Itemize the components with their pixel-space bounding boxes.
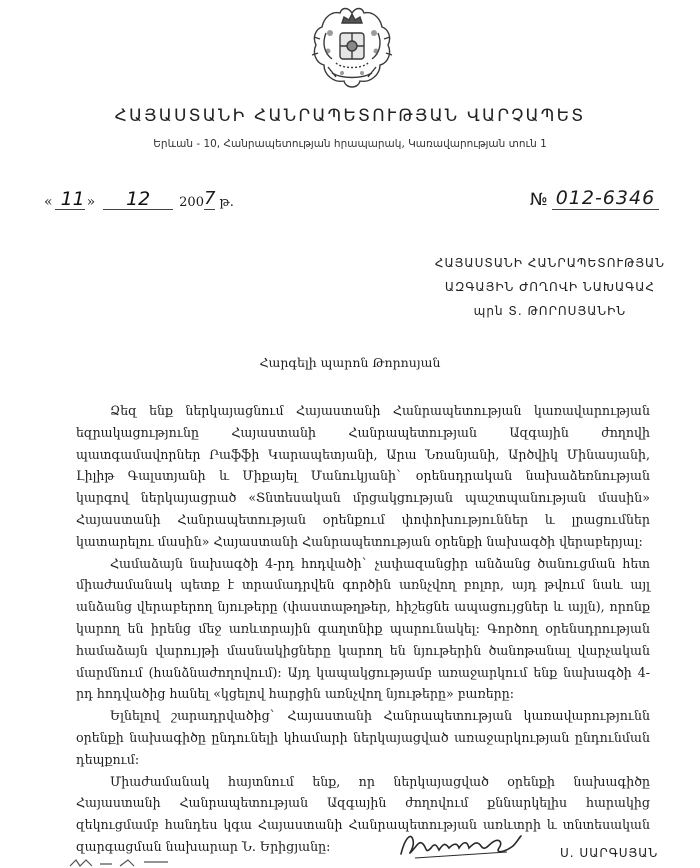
letter-date bbox=[42, 188, 234, 210]
body-paragraph-2: Համաձայն նախագծի 4-րդ հոդվածի` չափազանցիր անձանց ծանուցման հետ միաժամանակ պետք է տրամադրվեն գործին առնչվող բոլոր, այդ թվում նաև այլ անձանց վերաբերող նյութերը (փաստաթղթեր, հիշեցնե ապացույցներ և այլն), որոնք կարող են իրենց մեջ առևտրային գաղտնիք պարունակել: Գործող օրենսդրության համաձայն վարույթի մասնակիցները կարող են նյութերին ծանոթանալ վարչական մարմնում (հանձնաժողովում): Այդ կապակցությամբ առաջարկում ենք նախագծի 4-րդ հոդվածից հանել «կցելով հարցին առնչվող նյութերը» բառերը: bbox=[76, 555, 650, 702]
organization-title: ՀԱՅԱՍՏԱՆԻ ՀԱՆՐԱՊԵՏՈՒԹՅԱՆ ՎԱՐՉԱՊԵՏ bbox=[114, 106, 586, 126]
letter-body bbox=[76, 400, 650, 858]
salutation: Հարգելի պարոն Թորոսյան bbox=[259, 355, 441, 370]
organization-address: Երևան - 10, Հանրապետության հրապարակ, Կառավարության տուն 1 bbox=[153, 138, 547, 150]
signer-name: Ս. ՍԱՐԳՍՅԱՆ bbox=[560, 846, 659, 860]
signature-icon bbox=[395, 818, 525, 864]
addressee-line-1: ՀԱՅԱՍՏԱՆԻ ՀԱՆՐԱՊԵՏՈՒԹՅԱՆ bbox=[434, 256, 665, 270]
date-day: 11 bbox=[55, 189, 85, 210]
coat-of-arms-icon bbox=[302, 3, 402, 103]
date-open-quote: « bbox=[44, 194, 53, 210]
date-year-abbr: թ. bbox=[219, 195, 234, 210]
number-symbol: № bbox=[530, 190, 548, 210]
coat-of-arms-seal bbox=[302, 3, 402, 103]
addressee-block bbox=[435, 251, 665, 323]
date-month: 12 bbox=[103, 189, 173, 210]
handwritten-signature bbox=[395, 818, 525, 864]
body-paragraph-3: Ելնելով շարադրվածից` Հայաստանի Հանրապետության կառավարությունն օրենքի նախագիծը ընդունելի կհամարի ներկայացված առաջարկության ընդունման դեպքում: bbox=[76, 708, 650, 767]
date-year-suffix: 7 bbox=[203, 188, 216, 209]
body-paragraph-4: Միաժամանակ հայտնում ենք, որ ներկայացված օրենքի նախագիծը Հայաստանի Հանրապետության Ազգային ժողովում քննարկելիս հարակից զեկուցմամբ հանդես կգա Հայաստանի Հանրապետության առևտրի և տնտեսական զարգացման նախարար Ն. Երիցյանը: bbox=[76, 773, 650, 854]
body-paragraph-1: Ձեզ ենք ներկայացնում Հայաստանի Հանրապետության կառավարության եզրակացությունը Հայաստանի Հանրապետության Ազգային ժողովի պատգամավորներ Րաֆֆի Կարապետյանի, Արա Նռանյանի, Արծվիկ Մինասյանի, Լիլիթ Գալստյանի և Միքայել Մանուկյանի` օրենսդրական նախաձեռնության կարգով ներկայացրած «Տնտեսական մրցակցության պաշտպանության մասին» Հայաստանի Հանրապետության օրենքում փոփոխություններ և լրացումներ կատարելու մասին» Հայաստանի Հանրապետության օրենքի նախագծի վերաբերյալ: bbox=[76, 403, 650, 549]
addressee-line-2: ԱԶԳԱՅԻՆ ԺՈՂՈՎԻ ՆԱԽԱԳԱՀ bbox=[444, 280, 655, 294]
document-number bbox=[530, 187, 659, 210]
number-value: 012-6346 bbox=[552, 187, 659, 210]
date-close-quote: » bbox=[86, 194, 96, 210]
addressee-line-3: պրն Տ. ԹՈՐՈՍՅԱՆԻՆ bbox=[473, 304, 627, 318]
margin-mark-icon bbox=[68, 856, 188, 868]
date-year-prefix: 200 bbox=[179, 195, 204, 210]
